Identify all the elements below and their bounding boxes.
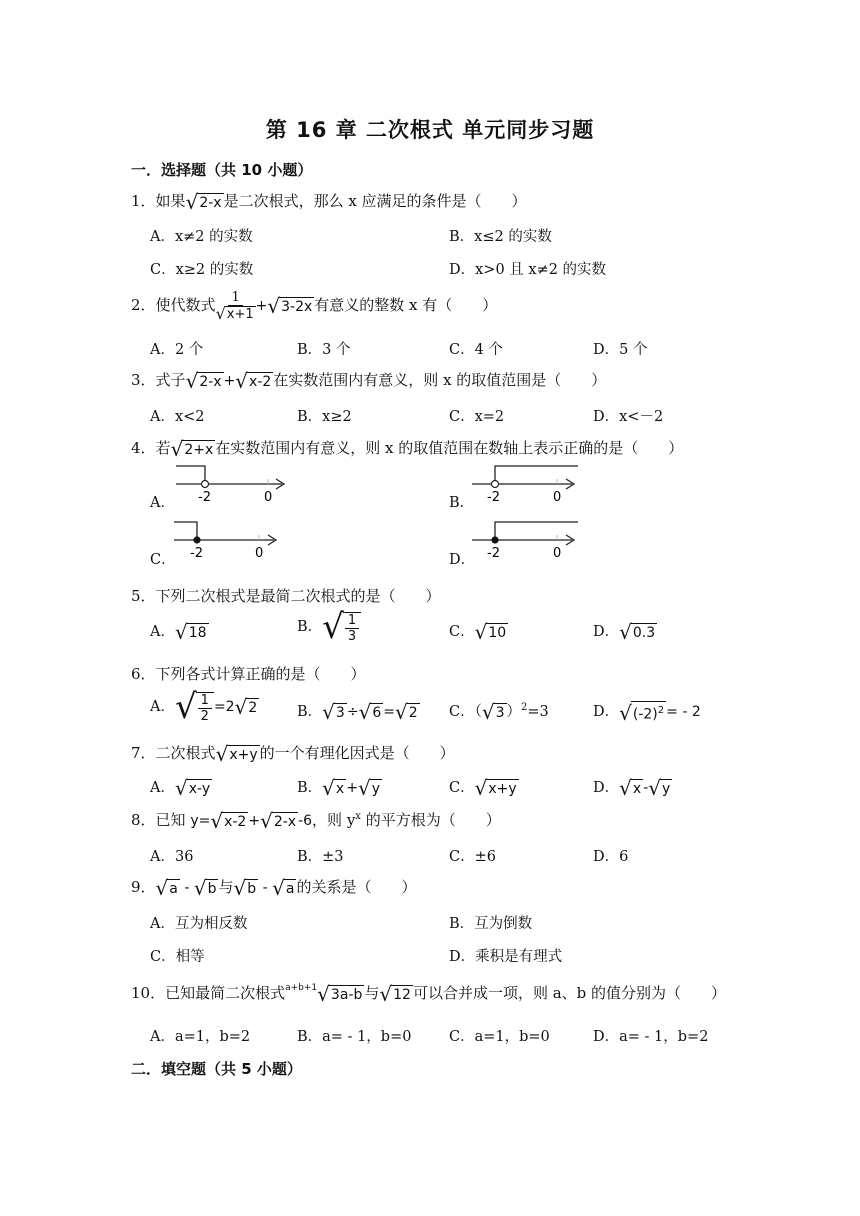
tick-label: -2 <box>487 546 500 560</box>
number-line-c[interactable] <box>170 518 295 560</box>
question-5: 5．下列二次根式是最简二次根式的是（ ） <box>131 587 441 605</box>
option-b[interactable]: B．a= - 1，b=0 <box>297 1029 412 1045</box>
option-b[interactable]: B．x≥2 <box>297 409 352 425</box>
option-c[interactable]: C． <box>150 552 176 568</box>
option-a[interactable]: A．x≠2 的实数 <box>150 229 253 245</box>
option-c[interactable]: C． √ x+y <box>449 776 517 800</box>
option-b[interactable]: B．±3 <box>297 849 344 865</box>
option-b[interactable]: B．互为倒数 <box>449 916 533 932</box>
fraction: 1 √ x+1 <box>215 290 254 323</box>
option-c[interactable]: C． √ 10 <box>449 620 507 644</box>
tick-label: -2 <box>487 490 500 504</box>
number-line-d[interactable] <box>468 518 583 560</box>
option-a[interactable]: A．36 <box>150 849 194 865</box>
number-line-a[interactable] <box>170 462 295 504</box>
option-d[interactable]: D．5 个 <box>593 342 648 358</box>
option-a[interactable]: A．2 个 <box>150 342 204 358</box>
tick-label: 0 <box>264 490 273 504</box>
question-7: 7．二次根式 √ x+y 的一个有理化因式是（ ） <box>131 742 455 766</box>
option-a[interactable]: A．x<2 <box>150 409 205 425</box>
option-c[interactable]: C．相等 <box>150 949 205 965</box>
option-b[interactable]: B．x≤2 的实数 <box>449 229 552 245</box>
option-c[interactable]: C．4 个 <box>449 342 503 358</box>
option-b[interactable]: B．3 个 <box>297 342 351 358</box>
option-d[interactable]: D．6 <box>593 849 629 865</box>
option-a[interactable]: A．互为相反数 <box>150 916 248 932</box>
question-8: 8．已知 y= √ x-2 + √ 2-x -6，则 $y^x$ 的平方根为（ ） <box>131 809 501 833</box>
section-heading-choice: 一．选择题（共 10 小题） <box>131 161 313 179</box>
option-d[interactable]: D．x>0 且 x≠2 的实数 <box>449 262 607 278</box>
option-d[interactable]: D． <box>449 552 476 568</box>
tick-label: 0 <box>553 490 562 504</box>
question-1: 1．如果 √ 2-x 是二次根式，那么 x 应满足的条件是（ ） <box>131 190 527 214</box>
radical: √ 2-x <box>185 190 222 214</box>
radical: √ 3-2x <box>267 294 313 318</box>
option-c[interactable]: C．x=2 <box>449 409 505 425</box>
option-a[interactable]: A． √ $\frac{1}{2}$ =2 √ 2 <box>150 687 258 727</box>
option-b[interactable]: B． <box>449 495 475 511</box>
tick-label: -2 <box>190 546 203 560</box>
question-9: 9． √ a - √ b 与 √ b - √ a 的关系是（ ） <box>131 876 417 900</box>
option-a[interactable]: A． √ x-y <box>150 776 211 800</box>
option-d[interactable]: D．乘积是有理式 <box>449 949 563 965</box>
option-a[interactable]: A．a=1，b=2 <box>150 1029 251 1045</box>
question-10: 10．已知最简二次根式$^{a+b+1}$ √ 3a-b 与 √ 12 可以合并成一项，则 a、b 的值分别为（ ） <box>131 982 727 1006</box>
tick-label: 0 <box>255 546 264 560</box>
page-title: 第 16 章 二次根式 单元同步习题 <box>265 118 595 142</box>
option-d[interactable]: D． √ 0.3 <box>593 620 656 644</box>
tick-label: -2 <box>198 490 211 504</box>
question-6: 6．下列各式计算正确的是（ ） <box>131 665 366 683</box>
option-c[interactable]: C．a=1，b=0 <box>449 1029 550 1045</box>
option-d[interactable]: D． √ $(-2)^2$ = - 2 <box>593 701 701 726</box>
number-line-b[interactable] <box>468 462 583 504</box>
option-c[interactable]: C．x≥2 的实数 <box>150 262 254 278</box>
option-c[interactable]: C．±6 <box>449 849 496 865</box>
option-b[interactable]: B． √ $\frac{1}{3}$ <box>297 610 361 644</box>
option-d[interactable]: D．a= - 1，b=2 <box>593 1029 709 1045</box>
option-a[interactable]: A． <box>150 495 175 511</box>
option-b[interactable]: B． √ x + √ y <box>297 776 380 800</box>
section-heading-fill: 二．填空题（共 5 小题） <box>131 1060 302 1078</box>
question-4: 4．若 √ 2+x 在实数范围内有意义，则 x 的取值范围在数轴上表示正确的是（ ） <box>131 437 684 461</box>
question-3: 3．式子 √ 2-x + √ x-2 在实数范围内有意义，则 x 的取值范围是（ ） <box>131 369 607 393</box>
option-d[interactable]: D． √ x - √ y <box>593 776 671 800</box>
option-a[interactable]: A． √ 18 <box>150 620 207 644</box>
tick-label: 0 <box>553 546 562 560</box>
option-d[interactable]: D．x<－2 <box>593 409 664 425</box>
option-c[interactable]: C．（ √ 3 ）$^2$=3 <box>449 700 549 724</box>
question-2: 2．使代数式 1 √ x+1 + √ 3-2x 有意义的整数 x 有（ ） <box>131 290 498 323</box>
option-b[interactable]: B． √ 3 ÷ √ 6 = √ 2 <box>297 700 418 724</box>
